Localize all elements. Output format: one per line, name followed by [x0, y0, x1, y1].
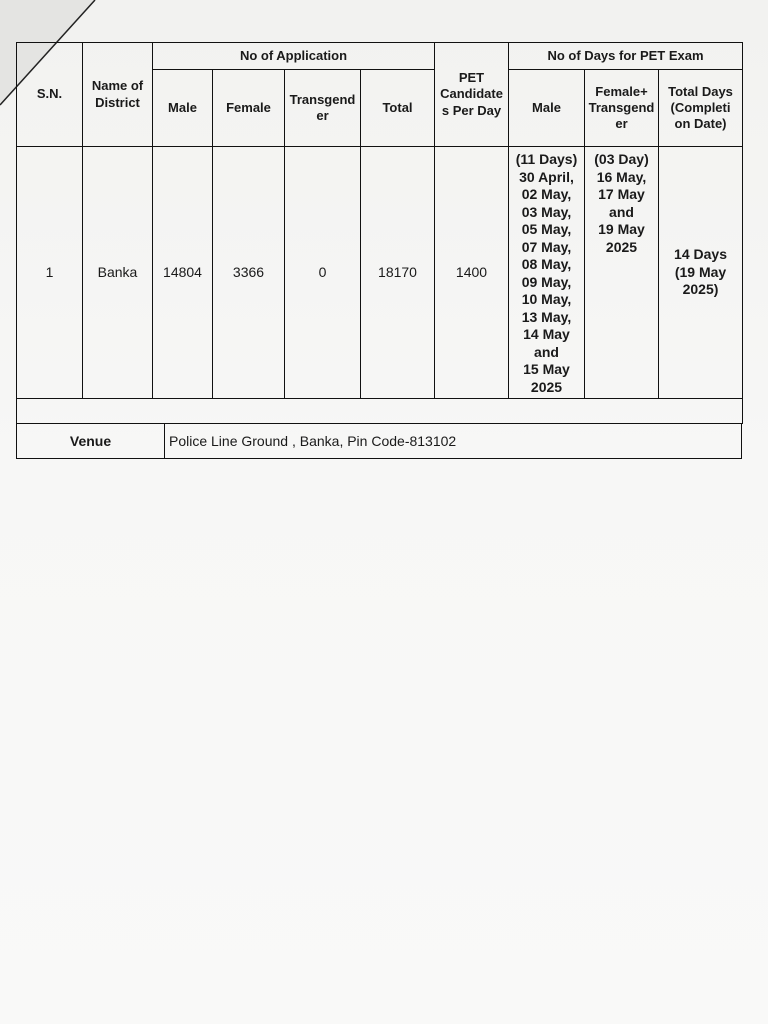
- venue-label: Venue: [17, 424, 165, 459]
- female-days-count: (03 Day): [594, 151, 649, 167]
- header-pet-male: Male: [509, 70, 585, 147]
- header-male: Male: [153, 70, 213, 147]
- total-days-value: 14 Days: [674, 246, 727, 263]
- venue-text: Police Line Ground , Banka, Pin Code-813102: [165, 424, 742, 459]
- female-date: and: [609, 203, 634, 220]
- male-date: 03 May,: [521, 203, 572, 220]
- header-total-days: Total Days (Completi on Date): [659, 70, 743, 147]
- cell-female: 3366: [213, 147, 285, 399]
- male-date: 05 May,: [521, 221, 572, 237]
- venue-row: [17, 424, 742, 459]
- cell-female-dates: [585, 147, 659, 399]
- header-pet-per-day: PET Candidate s Per Day: [435, 43, 509, 147]
- cell-sn: 1: [17, 147, 83, 399]
- venue-table: [16, 423, 742, 459]
- male-date: 13 May,: [521, 308, 572, 325]
- completion-date: (19 May 2025): [674, 263, 727, 298]
- header-applications-group: No of Application: [153, 43, 435, 70]
- empty-cell: [17, 399, 743, 424]
- header-pet-days-group: No of Days for PET Exam: [509, 43, 743, 70]
- cell-transgender: 0: [285, 147, 361, 399]
- cell-total-days: [659, 147, 743, 399]
- female-last-date: 19 May: [598, 221, 645, 237]
- cell-district: Banka: [83, 147, 153, 399]
- header-sn: S.N.: [17, 43, 83, 147]
- male-year: 2025: [530, 378, 563, 395]
- cell-total: 18170: [361, 147, 435, 399]
- female-date: 17 May: [598, 186, 645, 202]
- male-date: and: [534, 343, 559, 360]
- male-date: 14 May: [523, 326, 570, 342]
- male-date: 30 April,: [519, 168, 574, 185]
- table-row: [17, 147, 743, 399]
- header-row-1: [17, 43, 743, 70]
- pet-schedule-document: [16, 42, 742, 459]
- header-total: Total: [361, 70, 435, 147]
- pet-schedule-table: [16, 42, 743, 424]
- male-date: 02 May,: [521, 186, 572, 202]
- cell-male: 14804: [153, 147, 213, 399]
- header-female: Female: [213, 70, 285, 147]
- cell-male-dates: [509, 147, 585, 399]
- male-date: 08 May,: [521, 256, 572, 272]
- empty-row: [17, 399, 743, 424]
- male-last-date: 15 May: [523, 361, 570, 377]
- header-transgender: Transgend er: [285, 70, 361, 147]
- cell-pet-per-day: 1400: [435, 147, 509, 399]
- male-date: 07 May,: [521, 238, 572, 255]
- female-year: 2025: [605, 238, 638, 255]
- header-pet-female-trans: Female+ Transgend er: [585, 70, 659, 147]
- female-date: 16 May,: [596, 168, 647, 185]
- header-district: Name of District: [83, 43, 153, 147]
- male-days-count: (11 Days): [515, 151, 578, 167]
- male-date: 10 May,: [521, 291, 572, 307]
- male-date: 09 May,: [521, 273, 572, 290]
